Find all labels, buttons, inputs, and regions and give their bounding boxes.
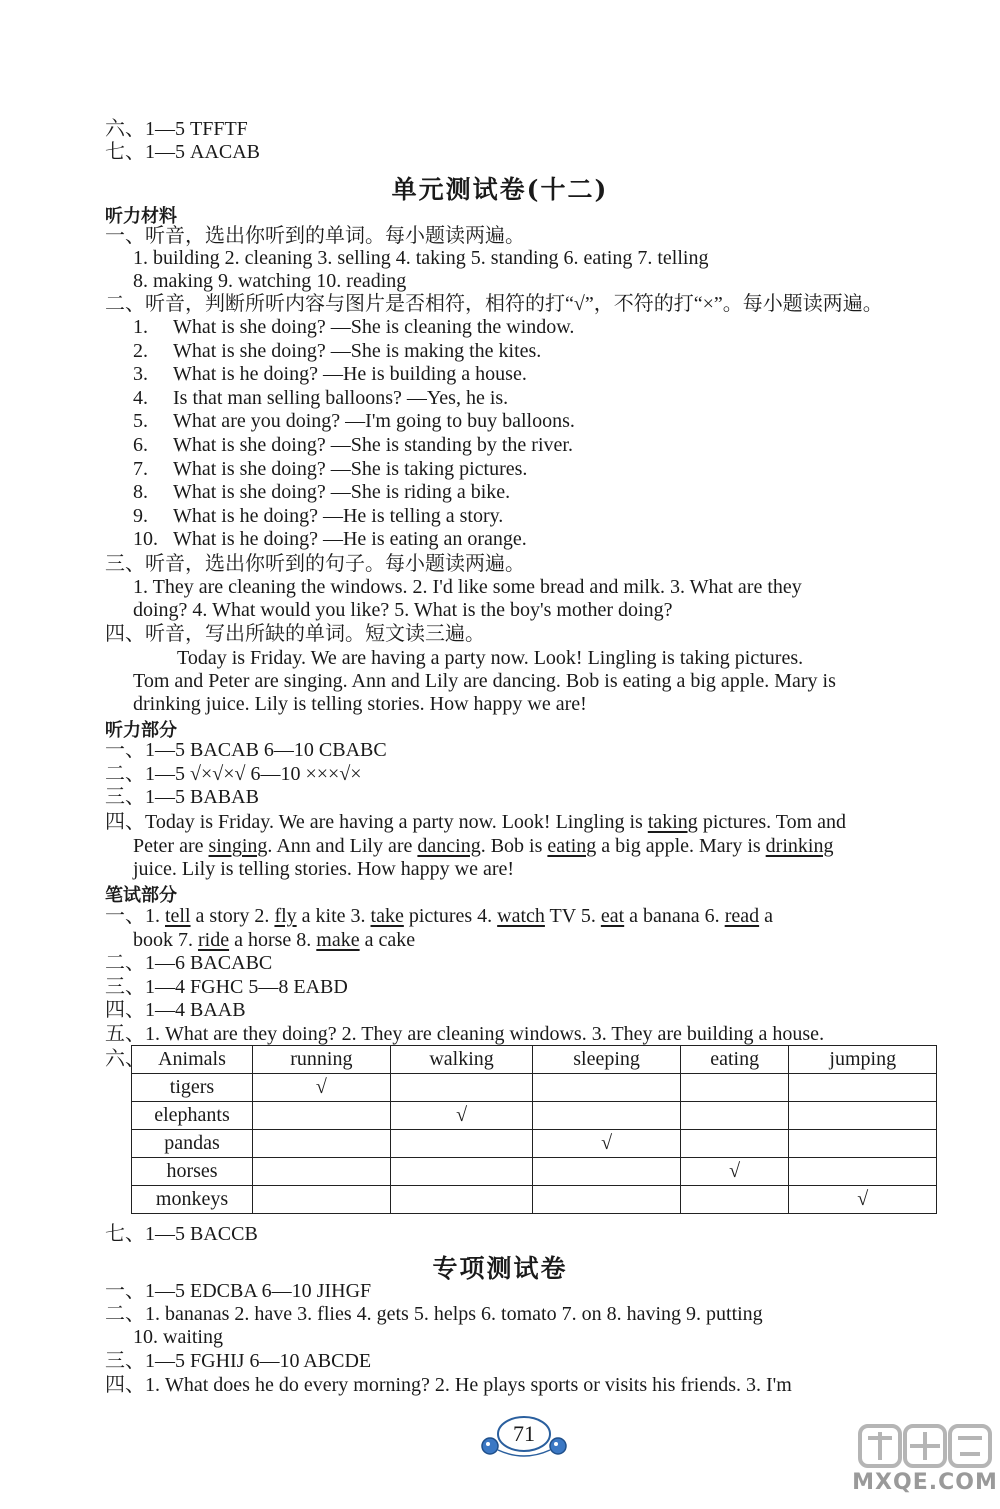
answer-text: TV 5.: [544, 905, 601, 927]
empty-cell: [789, 1158, 937, 1186]
lp-a4-text: . Bob is: [480, 835, 548, 857]
table-header-row: [132, 1046, 937, 1074]
answer-blank: fly: [274, 905, 297, 927]
lp-a4-text: pictures. Tom and: [697, 811, 847, 833]
lm-q2-item: [133, 387, 508, 410]
wp-w6-label: 六、: [105, 1048, 145, 1070]
written-part-heading: 笔试部分: [105, 885, 177, 906]
answer-text: a banana 6.: [624, 905, 725, 927]
lp-a4-text: Peter are: [133, 835, 209, 857]
empty-cell: [390, 1158, 533, 1186]
lm-q2-item: [133, 505, 503, 528]
check-mark-cell: √: [253, 1074, 391, 1102]
animal-name-cell: monkeys: [132, 1186, 253, 1214]
listening-material-heading: 听力材料: [105, 206, 177, 227]
answer-blank: watch: [497, 905, 545, 927]
lp-a4-line2: [133, 835, 833, 858]
item-number: 6.: [133, 434, 148, 456]
lm-q4: 四、听音，写出所缺的单词。短文读三遍。: [105, 623, 485, 645]
lp-a4-line3: juice. Lily is telling stories. How happy we are!: [133, 858, 515, 880]
empty-cell: [390, 1186, 533, 1214]
animal-name-cell: horses: [132, 1158, 253, 1186]
site-watermark: [850, 1418, 1000, 1503]
animals-activity-table: [131, 1045, 937, 1214]
answer-blank: read: [724, 905, 760, 927]
check-mark-cell: √: [789, 1186, 937, 1214]
answer-line-6: 六、1—5 TFFTF: [105, 118, 248, 140]
wp-w4: 四、1—4 BAAB: [105, 999, 246, 1021]
item-text: Is that man selling balloons? —Yes, he is.: [173, 386, 509, 409]
lp-a2: 二、1—5 √×√×√ 6—10 ×××√×: [105, 763, 362, 785]
wp-w7: 七、1—5 BACCB: [105, 1223, 258, 1245]
animal-name-cell: pandas: [132, 1130, 253, 1158]
table-header-cell: eating: [680, 1046, 789, 1074]
lm-q2-item: [133, 363, 527, 386]
item-number: 8.: [133, 481, 148, 504]
empty-cell: [680, 1074, 789, 1102]
empty-cell: [533, 1102, 680, 1130]
page-number: 71: [513, 1421, 535, 1446]
lp-a4-text: 四、Today is Friday. We are having a party now. Look! Lingling is: [105, 811, 648, 833]
answer-blank: eat: [600, 905, 625, 927]
empty-cell: [533, 1186, 680, 1214]
check-mark-cell: √: [533, 1130, 680, 1158]
lm-q2: 二、听音，判断所听内容与图片是否相符，相符的打“√”，不符的打“×”。每小题读两遍。: [105, 293, 883, 315]
empty-cell: [253, 1186, 391, 1214]
item-text: What is he doing? —He is eating an orange.: [173, 528, 527, 551]
item-text: What are you doing? —I'm going to buy balloons.: [173, 410, 575, 433]
blank-singing: singing: [208, 835, 268, 857]
lm-q4-passage-a: Today is Friday. We are having a party now. Look! Lingling is taking pictures.: [177, 647, 804, 669]
answer-text: a: [759, 905, 773, 927]
empty-cell: [253, 1102, 391, 1130]
lm-q3-b: doing? 4. What would you like? 5. What is the boy's mother doing?: [133, 599, 673, 621]
lm-q3-a: 1. They are cleaning the windows. 2. I'd like some bread and milk. 3. What are they: [133, 576, 802, 598]
sp-s4: 四、1. What does he do every morning? 2. He plays sports or visits his friends. 3. I'm: [105, 1374, 792, 1396]
lp-a4-text: a big apple. Mary is: [596, 835, 766, 857]
lm-q2-item: [133, 434, 573, 457]
answer-text: book 7.: [133, 929, 198, 951]
answer-text: pictures 4.: [403, 905, 498, 927]
empty-cell: [680, 1130, 789, 1158]
item-number: 1.: [133, 316, 148, 338]
animal-name-cell: tigers: [132, 1074, 253, 1102]
answer-text: a story 2.: [190, 905, 275, 927]
lm-q2-item: [133, 481, 510, 504]
empty-cell: [789, 1074, 937, 1102]
answer-blank: ride: [198, 929, 230, 951]
table-row: [132, 1186, 937, 1214]
wp-w1-line2: [133, 929, 415, 952]
item-number: 7.: [133, 457, 148, 480]
lm-q1-words-b: 8. making 9. watching 10. reading: [133, 270, 407, 292]
item-number: 2.: [133, 339, 148, 362]
empty-cell: [390, 1074, 533, 1102]
lp-a3: 三、1—5 BABAB: [105, 786, 259, 808]
empty-cell: [533, 1158, 680, 1186]
answer-text: a horse 8.: [229, 929, 317, 951]
answer-blank: take: [370, 905, 404, 927]
blank-eating: eating: [547, 835, 597, 857]
lm-q2-item: [133, 316, 574, 339]
lm-q2-item: [133, 458, 527, 481]
lp-a4-line1: [105, 811, 846, 834]
answer-text: a kite 3.: [296, 905, 371, 927]
empty-cell: [680, 1102, 789, 1130]
empty-cell: [789, 1102, 937, 1130]
item-number: 9.: [133, 504, 148, 527]
empty-cell: [253, 1130, 391, 1158]
wp-w5: 五、1. What are they doing? 2. They are cleaning windows. 3. They are building a house.: [105, 1023, 825, 1045]
lm-q4-passage-c: drinking juice. Lily is telling stories. How happy we are!: [133, 693, 587, 715]
table-header-cell: jumping: [789, 1046, 937, 1074]
item-text: What is she doing? —She is taking pictures.: [173, 457, 528, 480]
sp-s2-a: 二、1. bananas 2. have 3. flies 4. gets 5. helps 6. tomato 7. on 8. having 9. putting: [105, 1303, 763, 1325]
sp-s2-b: 10. waiting: [133, 1326, 223, 1348]
blank-drinking: drinking: [765, 835, 834, 857]
sp-s1: 一、1—5 EDCBA 6—10 JIHGF: [105, 1280, 372, 1302]
check-mark-cell: √: [390, 1102, 533, 1130]
special-test-title: 专项测试卷: [432, 1254, 568, 1283]
item-text: What is he doing? —He is telling a story.: [173, 504, 504, 527]
wp-w2: 二、1—6 BACABC: [105, 952, 273, 974]
empty-cell: [253, 1158, 391, 1186]
watermark-text: MXQE.COM: [852, 1470, 998, 1495]
answer-line-7: 七、1—5 AACAB: [105, 141, 261, 163]
item-text: What is he doing? —He is building a house.: [173, 363, 527, 386]
unit-test-12-title: 单元测试卷(十二): [391, 175, 609, 204]
lm-q2-item: [133, 528, 527, 551]
item-text: What is she doing? —She is riding a bike.: [173, 481, 511, 504]
watermark-logo-icon: [850, 1418, 1000, 1478]
item-number: 4.: [133, 386, 148, 409]
lm-q1: 一、听音，选出你听到的单词。每小题读两遍。: [105, 225, 525, 247]
table-header-cell: Animals: [132, 1046, 253, 1074]
blank-taking: taking: [647, 811, 698, 833]
lm-q4-passage-b: Tom and Peter are singing. Ann and Lily are dancing. Bob is eating a big apple. Mary is: [133, 670, 836, 692]
table-row: [132, 1130, 937, 1158]
lm-q2-item: [133, 410, 575, 433]
lm-q1-words-a: 1. building 2. cleaning 3. selling 4. taking 5. standing 6. eating 7. telling: [133, 247, 709, 269]
table-row: [132, 1074, 937, 1102]
item-number: 10.: [133, 528, 158, 551]
empty-cell: [680, 1186, 789, 1214]
item-text: What is she doing? —She is standing by the river.: [173, 434, 573, 456]
item-text: What is she doing? —She is making the kites.: [173, 339, 542, 362]
table-header-cell: walking: [390, 1046, 533, 1074]
table-body: [132, 1074, 937, 1214]
table-header-cell: sleeping: [533, 1046, 680, 1074]
wp-w3: 三、1—4 FGHC 5—8 EABD: [105, 976, 348, 998]
item-number: 5.: [133, 410, 148, 433]
answer-blank: make: [316, 929, 360, 951]
answer-blank: tell: [165, 905, 191, 927]
lm-q3: 三、听音，选出你听到的句子。每小题读两遍。: [105, 553, 525, 575]
item-text: What is she doing? —She is cleaning the window.: [173, 316, 575, 338]
empty-cell: [390, 1130, 533, 1158]
answer-text: a cake: [359, 929, 416, 951]
item-number: 3.: [133, 363, 148, 386]
empty-cell: [533, 1074, 680, 1102]
listening-part-heading: 听力部分: [105, 720, 177, 741]
blank-dancing: dancing: [417, 835, 481, 857]
animal-name-cell: elephants: [132, 1102, 253, 1130]
table-row: [132, 1158, 937, 1186]
lp-a1: 一、1—5 BACAB 6—10 CBABC: [105, 739, 387, 761]
wp-w1-line1: [105, 905, 773, 928]
table-header-cell: running: [253, 1046, 391, 1074]
page-number-badge: [480, 1412, 568, 1462]
table-row: [132, 1102, 937, 1130]
lp-a4-text: . Ann and Lily are: [267, 835, 418, 857]
empty-cell: [789, 1130, 937, 1158]
answer-text: 一、1.: [105, 905, 165, 927]
sp-s3: 三、1—5 FGHIJ 6—10 ABCDE: [105, 1350, 372, 1372]
lm-q2-item: [133, 340, 541, 363]
check-mark-cell: √: [680, 1158, 789, 1186]
